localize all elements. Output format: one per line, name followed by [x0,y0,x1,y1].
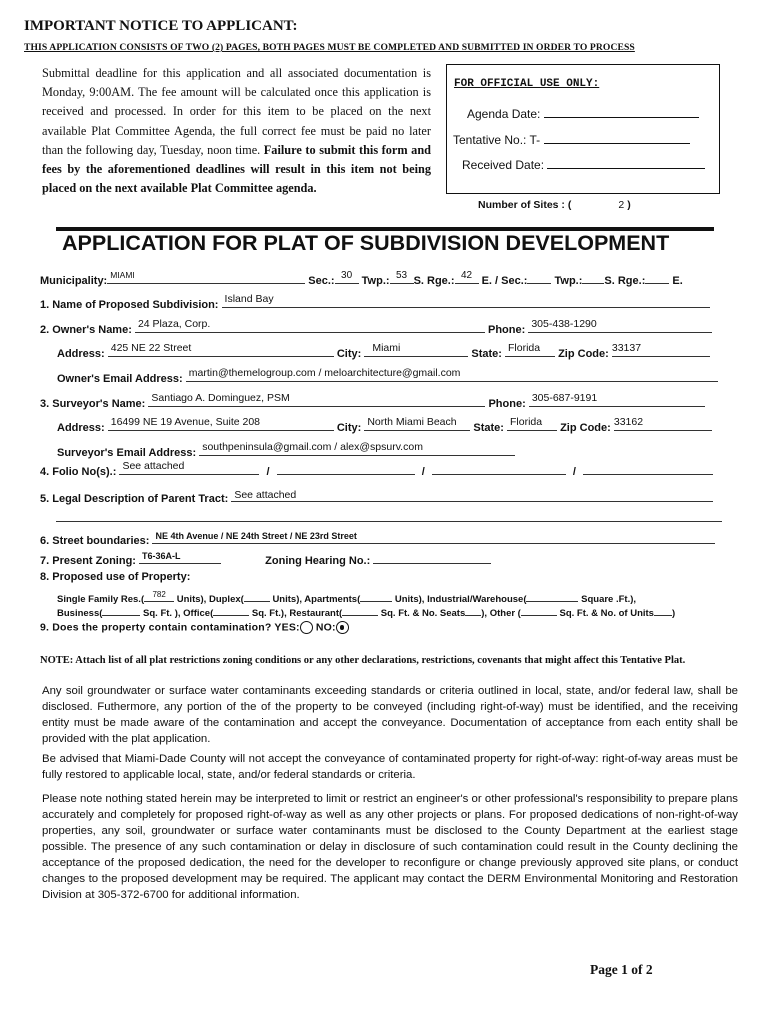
notice-subtitle: THIS APPLICATION CONSISTS OF TWO (2) PAGES, BOTH PAGES MUST BE COMPLETED AND SUBMITTED IN ORDER TO PROCESS [24,42,635,53]
use-single-family-label: Single Family Res.( [57,594,145,605]
right-of-way-paragraph: Be advised that Miami-Dade County will not accept the conveyance of contaminated property for right-of-way: right-of-way areas must be fully restored to applicable local, state, and/or federal standards or criteria. [42,753,738,781]
surveyor-address-row [57,417,712,434]
surveyor-email-value: southpeninsula@gmail.com / alex@spsurv.com [202,441,423,453]
twp2-field[interactable] [582,270,604,284]
owner-zip-field[interactable] [612,343,710,357]
agenda-date-field[interactable] [544,105,699,118]
surveyor-zip-value: 33162 [613,416,644,428]
street-row [40,530,715,547]
owner-email-label: Owner's Email Address: [57,373,183,385]
folio-field-2[interactable] [277,461,415,475]
deadline-warning: Failure to submit this form and fees by the aforementioned deadlines will result in this item not being placed on the next available Plat Committee agenda. [42,142,432,196]
sec-value: 30 [341,270,353,281]
hearing-label: Zoning Hearing No.: [265,555,371,567]
owner-name-label: 2. Owner's Name: [40,324,132,336]
single-family-units-value: 782 [152,590,166,599]
contaminants-paragraph: Any soil groundwater or surface water contaminants exceeding standards or criteria outlined in local, state, and/or federal law, shall be disclosed. Futhermore, any portion of the of the property to be conveyed (including right-of-way) must be identified, and the receiving entity must be made aware of the contamination and accept the conveyance. Documentation of acceptance from each entity shall be provided with the plat application. [42,685,738,745]
municipality-field[interactable] [107,270,305,284]
contamination-label: 9. Does the property contain contamination? [40,621,272,634]
street-value: NE 4th Avenue / NE 24th Street / NE 23rd Street [155,531,357,541]
use-close-paren: ) [671,608,676,619]
subdivision-field[interactable] [222,294,710,308]
owner-zip-value: 33137 [611,342,642,354]
folio-sep-1: / [266,466,270,478]
surveyor-state-label: State: [473,422,504,434]
business-sqft-field[interactable] [102,604,140,616]
surveyor-city-field[interactable] [364,417,470,431]
surveyor-state-value: Florida [510,416,543,428]
surveyor-phone-value: 305-687-9191 [531,392,598,404]
folio-field-4[interactable] [583,461,713,475]
other-units-field[interactable] [654,604,672,616]
street-label: 6. Street boundaries: [40,535,150,547]
hearing-field[interactable] [373,550,491,564]
surveyor-address-label: Address: [57,422,105,434]
subdivision-row [40,294,710,311]
use-office-label: Sq. Ft. ), Office( [143,608,214,619]
surveyor-address-field[interactable] [108,417,334,431]
surveyor-phone-field[interactable] [529,393,705,407]
owner-row [40,319,712,336]
sec2-field[interactable] [527,270,551,284]
municipality-value: MIAMI [110,270,135,280]
owner-city-value: Miami [372,342,401,354]
zoning-value: T6-36A-L [142,551,181,561]
duplex-units-field[interactable] [244,590,270,602]
owner-zip-label: Zip Code: [558,348,609,360]
street-field[interactable] [152,530,715,544]
owner-email-row [57,368,718,385]
twp-value: 53 [396,270,408,281]
office-sqft-field[interactable] [213,604,249,616]
use-seats-label: Sq. Ft. & No. Seats [380,608,466,619]
owner-email-field[interactable] [186,368,718,382]
use-units-label: Sq. Ft. & No. of Units [559,608,654,619]
folio-sep-2: / [421,466,425,478]
use-other-label: ), Other ( [481,608,521,619]
official-use-box [446,64,720,194]
received-date-row [462,156,705,172]
subdivision-value: Island Bay [224,293,274,305]
owner-city-label: City: [336,348,362,360]
surveyor-name-label: 3. Surveyor's Name: [40,398,146,410]
e-sec-label: E. / Sec.: [481,275,528,287]
use-industrial-label: Units), Industrial/Warehouse( [394,594,527,605]
use-restaurant-label: Sq. Ft.), Restaurant( [251,608,343,619]
surveyor-row [40,393,705,410]
rge-value: 42 [460,270,473,281]
surveyor-phone-label: Phone: [488,398,526,410]
owner-address-value: 425 NE 22 Street [110,342,192,354]
rge2-label: S. Rge.: [604,275,646,287]
use-business-label: Business( [57,608,103,619]
owner-state-field[interactable] [505,343,555,357]
sites-label: Number of Sites : ( [478,199,572,211]
surveyor-zip-field[interactable] [614,417,712,431]
rge-field[interactable] [455,270,479,284]
surveyor-email-label: Surveyor's Email Address: [57,447,197,459]
deadline-notice [42,64,431,198]
agenda-date-row [467,105,699,121]
surveyor-name-value: Santiago A. Dominguez, PSM [151,392,290,404]
apartments-units-field[interactable] [360,590,392,602]
zoning-row [40,550,491,567]
received-date-label: Received Date: [462,158,545,172]
owner-phone-value: 305-438-1290 [531,318,597,330]
surveyor-email-row [57,442,515,459]
contamination-yes-label: YES: [274,621,300,634]
folio-row [40,461,713,478]
official-use-title: FOR OFFICIAL USE ONLY: [454,78,600,90]
single-family-units-field[interactable] [144,590,174,602]
owner-phone-label: Phone: [488,324,526,336]
municipality-row [40,270,683,287]
use-duplex-label: Units), Duplex( [176,594,244,605]
form-title: APPLICATION FOR PLAT OF SUBDIVISION DEVELOPMENT [62,231,670,255]
twp-label: Twp.: [361,275,390,287]
folio-label: 4. Folio No(s).: [40,466,117,478]
legal-row [40,488,713,505]
disclaimer-paragraph: Please note nothing stated herein may be interpreted to limit or restrict an engineer's or other professional's responsibility to prepare plans accurately and completely for proposed right-of-way as well as any other projects or plans. For proposed dedications of non-right-of-way properties, any soil, groundwater or surface water contaminants must be disclosed to the County Department at the earliest stage possible. The presence of any such contamination or delay in disclosure of such contamination could result in the County declining the acceptance of the proposed dedication, the need for the developer to reconfigure or change previously approved site plans, or conduct changes to the proposed development may be required. The applicant may contact the DERM Environmental Monitoring and Restoration Division at 305-372-6700 for additional information. [42,793,738,901]
industrial-sqft-field[interactable] [526,590,578,602]
proposed-use-line-1 [57,590,636,605]
tentative-no-label: Tentative No.: T- [453,133,541,147]
surveyor-city-value: North Miami Beach [367,416,457,428]
surveyor-state-field[interactable] [507,417,557,431]
proposed-use-line-2 [57,604,675,619]
contamination-row [40,621,349,634]
sites-value[interactable]: 2 [618,199,625,211]
owner-address-field[interactable] [108,343,334,357]
owner-name-value: 24 Plaza, Corp. [137,318,211,330]
owner-name-field[interactable] [135,319,485,333]
owner-address-label: Address: [57,348,105,360]
agenda-date-label: Agenda Date: [467,107,541,121]
use-apartments-label: Units), Apartments( [272,594,361,605]
folio-sep-3: / [572,466,576,478]
notice-title: IMPORTANT NOTICE TO APPLICANT: [24,18,298,34]
owner-state-label: State: [471,348,502,360]
contamination-yes-radio[interactable] [300,621,313,634]
proposed-use-label: 8. Proposed use of Property: [40,571,191,583]
surveyor-city-label: City: [336,422,362,434]
sites-close: ) [627,199,631,211]
restaurant-sqft-field[interactable] [342,604,378,616]
owner-address-row [57,343,710,360]
surveyor-name-field[interactable] [148,393,485,407]
other-sqft-field[interactable] [521,604,557,616]
received-date-field[interactable] [547,156,705,169]
surveyor-zip-label: Zip Code: [560,422,611,434]
surveyor-address-value: 16499 NE 19 Avenue, Suite 208 [110,416,261,428]
legal-value: See attached [234,489,297,501]
attachment-note: NOTE: Attach list of all plat restrictions zoning conditions or any other declarations, restrictions, covenants that might affect this Tentative Plat. [40,655,686,666]
surveyor-email-field[interactable] [199,442,515,456]
sec-field[interactable] [335,270,359,284]
legal-field[interactable] [231,488,713,502]
rge-label: S. Rge.: [413,275,455,287]
municipality-label: Municipality: [40,275,108,287]
legal-field-line-2[interactable] [56,521,722,522]
sec-label: Sec.: [308,275,335,287]
twp2-label: Twp.: [554,275,583,287]
use-industrial-unit: Square .Ft.), [581,594,637,605]
zoning-label: 7. Present Zoning: [40,555,136,567]
number-of-sites [478,199,631,211]
folio-field-3[interactable] [432,461,566,475]
contamination-no-radio[interactable] [336,621,349,634]
tentative-no-row [453,131,690,147]
tentative-no-field[interactable] [544,131,690,144]
folio-value: See attached [122,460,185,472]
owner-email-value: martin@themelogroup.com / meloarchitecture@gmail.com [188,367,461,379]
rge2-field[interactable] [645,270,669,284]
page-number: Page 1 of 2 [590,962,653,977]
owner-state-value: Florida [508,342,541,354]
restaurant-seats-field[interactable] [465,604,481,616]
twp-field[interactable] [390,270,414,284]
legal-label: 5. Legal Description of Parent Tract: [40,493,229,505]
contamination-no-label: NO: [315,621,336,634]
owner-phone-field[interactable] [528,319,712,333]
folio-field-1[interactable] [119,461,259,475]
e-label: E. [672,275,683,287]
subdivision-label: 1. Name of Proposed Subdivision: [40,299,219,311]
owner-city-field[interactable] [364,343,468,357]
zoning-field[interactable] [139,550,221,564]
deadline-text: Submittal deadline for this application and all associated documentation is Monday, 9:00AM. The fee amount will be calculated once this application is received and processed. In order for this item to be placed on the next available Plat Committee Agenda, the full correct fee must be paid no later than the following day, Tuesday, noon time. [42,66,431,157]
